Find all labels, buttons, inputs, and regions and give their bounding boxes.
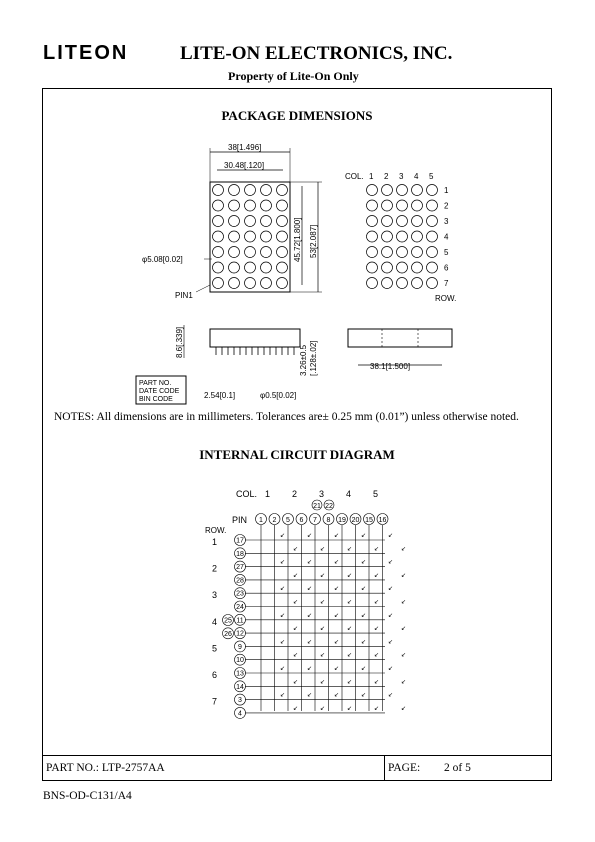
circuit-col-number: 4 [346, 489, 352, 499]
led-symbol: ↙ [307, 533, 313, 539]
led-symbol: ↙ [388, 612, 394, 619]
row-number: 4 [444, 232, 449, 242]
led-symbol: ↙ [320, 546, 326, 553]
front-view-outline [210, 182, 290, 292]
led-symbol: ↙ [401, 599, 407, 606]
led-symbol: ↙ [361, 692, 367, 699]
led-symbol: ↙ [388, 639, 394, 646]
circuit-col-label: COL. [236, 489, 258, 499]
led-symbol: ↙ [361, 559, 367, 566]
circuit-col-number: 1 [265, 489, 271, 499]
right-dot [397, 247, 408, 258]
front-dot [261, 185, 272, 196]
front-dot [261, 231, 272, 242]
led-symbol: ↙ [374, 546, 380, 553]
right-dot [412, 216, 423, 227]
circuit-row-pin: 12 [236, 630, 244, 638]
marking-date: DATE CODE [139, 388, 180, 395]
led-symbol: ↙ [388, 586, 394, 593]
front-dot [213, 200, 224, 211]
led-symbol: ↙ [307, 666, 313, 672]
marking-bin: BIN CODE [139, 396, 173, 403]
circuit-row-pin: 10 [236, 657, 244, 665]
led-symbol: ↙ [374, 572, 380, 579]
circuit-row-number: 1 [212, 537, 218, 547]
right-dot [367, 247, 378, 258]
circuit-row-number: 2 [212, 563, 218, 574]
led-symbol: ↙ [280, 692, 286, 699]
right-dot [427, 247, 438, 258]
circuit-col-number: 5 [373, 489, 379, 499]
row-number: 1 [444, 186, 449, 195]
circuit-col-pin: 15 [365, 517, 373, 524]
right-dot [412, 262, 423, 273]
circuit-col-pins [256, 514, 389, 525]
right-dot [397, 262, 408, 273]
company-name: LITE-ON ELECTRONICS, INC. [180, 43, 453, 64]
front-dot [245, 216, 256, 227]
front-dot [229, 185, 240, 196]
circuit-extra-row-pin: 25 [224, 617, 232, 625]
circuit-grid [245, 525, 406, 713]
led-symbol: ↙ [280, 586, 286, 593]
led-symbol: ↙ [374, 626, 380, 633]
led-symbol: ↙ [280, 639, 286, 646]
led-symbol: ↙ [293, 705, 299, 712]
right-dot-matrix [367, 185, 438, 289]
led-symbol: ↙ [401, 652, 407, 659]
front-dot [261, 262, 272, 273]
circuit-col-pin: 19 [338, 517, 346, 524]
circuit-extra-pin: 21 [313, 503, 321, 510]
led-symbol: ↙ [401, 572, 407, 579]
led-symbol: ↙ [388, 692, 394, 699]
right-dot [382, 200, 393, 211]
led-symbol: ↙ [334, 639, 340, 646]
led-symbol: ↙ [401, 546, 407, 553]
side-pins [216, 347, 294, 355]
front-dot [229, 200, 240, 211]
row-number: 2 [444, 201, 449, 211]
circuit-row-number: 3 [212, 590, 218, 601]
circuit-row-pin: 27 [236, 564, 244, 572]
circuit-col-pin: 2 [272, 517, 277, 524]
col-number: 1 [369, 172, 374, 181]
led-symbol: ↙ [347, 652, 353, 659]
col-number: 2 [384, 172, 389, 181]
marking-part: PART NO. [139, 380, 172, 387]
pin1-label: PIN1 [175, 291, 193, 300]
lead-len-in: [.128±.02] [309, 340, 318, 376]
right-dot [382, 278, 393, 289]
circuit-row-number: 5 [212, 643, 218, 654]
right-dot [412, 247, 423, 258]
front-dot [229, 216, 240, 227]
row-number: 5 [444, 248, 449, 257]
right-dot [367, 216, 378, 227]
circuit-col-pin: 8 [326, 517, 331, 524]
front-dot [261, 216, 272, 227]
right-dot [367, 278, 378, 289]
front-dot [229, 247, 240, 258]
right-dot [397, 185, 408, 196]
right-dot [427, 200, 438, 211]
led-symbol: ↙ [293, 599, 299, 606]
led-symbol: ↙ [307, 612, 313, 619]
led-symbol: ↙ [293, 546, 299, 553]
circuit-row-pin: 3 [238, 697, 242, 705]
circuit-col-pin: 1 [259, 517, 263, 524]
led-symbol: ↙ [320, 626, 326, 633]
right-dot [382, 262, 393, 273]
front-dot [277, 185, 288, 196]
front-dot [277, 262, 288, 273]
side-height: 8.6[.339] [175, 326, 184, 358]
led-symbol: ↙ [347, 546, 353, 553]
led-symbol: ↙ [388, 559, 394, 566]
package-dimensions-heading: PACKAGE DIMENSIONS [221, 108, 373, 123]
front-dot [213, 231, 224, 242]
front-dot [213, 278, 224, 289]
end-view-outline [348, 329, 452, 347]
led-symbol: ↙ [280, 666, 286, 672]
front-dot [229, 231, 240, 242]
front-dot [261, 200, 272, 211]
footer-divider [42, 755, 552, 756]
front-dot [277, 231, 288, 242]
doc-code: BNS-OD-C131/A4 [43, 790, 132, 802]
right-dot [397, 278, 408, 289]
led-symbol: ↙ [401, 626, 407, 633]
circuit-row-pin: 11 [236, 617, 244, 625]
right-dot [367, 231, 378, 242]
liteon-logo: LITEON [43, 42, 129, 64]
circuit-row-number: 6 [212, 670, 218, 680]
dim-h2: 53[2.087] [309, 224, 318, 258]
led-symbol: ↙ [334, 612, 340, 619]
circuit-row-label: ROW. [205, 526, 227, 535]
front-dot [245, 262, 256, 273]
circuit-col-pin: 5 [286, 517, 290, 524]
led-symbol: ↙ [361, 639, 367, 646]
dim-width: 38[1.496] [228, 143, 262, 152]
row-label: ROW. [435, 294, 457, 303]
led-symbol: ↙ [280, 533, 286, 539]
circuit-row-pin: 13 [236, 670, 244, 678]
circuit-col-pin: 7 [313, 517, 317, 524]
led-symbol: ↙ [347, 626, 353, 633]
led-symbol: ↙ [293, 572, 299, 579]
right-dot [412, 200, 423, 211]
led-symbol: ↙ [293, 652, 299, 659]
circuit-row-pin: 17 [236, 537, 244, 545]
front-dot [245, 185, 256, 196]
led-symbol: ↙ [374, 599, 380, 606]
circuit-pin-label: PIN [232, 515, 248, 525]
led-symbol: ↙ [280, 559, 286, 566]
led-symbol: ↙ [361, 612, 367, 619]
circuit-row-pin: 4 [238, 710, 242, 718]
led-symbol: ↙ [307, 586, 313, 593]
front-dot [261, 278, 272, 289]
led-symbol: ↙ [334, 533, 340, 539]
led-symbol: ↙ [401, 705, 407, 712]
led-symbol: ↙ [374, 652, 380, 659]
circuit-row-number: 7 [212, 696, 218, 707]
circuit-col-numbers [265, 489, 378, 499]
right-dot [382, 185, 393, 196]
notes-text: NOTES: All dimensions are in millimeters. Tolerances are± 0.25 mm (0.01”) unless otherwise noted. [54, 411, 519, 423]
pitch-dim: 2.54[0.1] [204, 391, 236, 400]
front-dot [245, 278, 256, 289]
circuit-col-number: 3 [319, 489, 325, 499]
circuit-heading: INTERNAL CIRCUIT DIAGRAM [199, 447, 395, 462]
led-symbol: ↙ [307, 692, 313, 699]
right-dot [412, 278, 423, 289]
right-dot [427, 262, 438, 273]
circuit-extra-pin: 22 [325, 503, 333, 510]
front-dot [245, 200, 256, 211]
right-dot [427, 185, 438, 196]
row-span-dim: 38.1[1.500] [370, 362, 411, 371]
col-numbers [369, 172, 434, 181]
page-label: PAGE: [388, 762, 421, 774]
front-dot [213, 262, 224, 273]
front-dot [213, 247, 224, 258]
row-number: 3 [444, 217, 449, 226]
led-symbol: ↙ [347, 572, 353, 579]
front-dot [245, 247, 256, 258]
circuit-row-pin: 9 [238, 643, 242, 651]
front-dot [229, 278, 240, 289]
led-symbol: ↙ [361, 533, 367, 539]
led-symbol: ↙ [293, 626, 299, 633]
led-symbol: ↙ [374, 679, 380, 686]
circuit-extra-pins [312, 500, 334, 510]
led-symbol: ↙ [334, 559, 340, 566]
lead-len: 3.26±0.5 [299, 344, 308, 376]
led-symbol: ↙ [307, 639, 313, 646]
led-symbol: ↙ [388, 666, 394, 672]
right-dot [367, 200, 378, 211]
row-numbers [444, 186, 449, 288]
col-number: 3 [399, 172, 404, 181]
front-dot [277, 247, 288, 258]
led-symbol: ↙ [307, 559, 313, 566]
col-label: COL. [345, 172, 364, 181]
front-dot [213, 185, 224, 196]
circuit-row-pin: 14 [236, 683, 244, 691]
right-dot [397, 216, 408, 227]
circuit-col-number: 2 [292, 489, 298, 499]
front-dot [245, 231, 256, 242]
led-symbol: ↙ [374, 705, 380, 712]
front-dot [277, 216, 288, 227]
circuit-row-pin: 24 [236, 604, 244, 611]
front-dot-matrix [213, 185, 288, 289]
led-symbol: ↙ [334, 666, 340, 672]
right-dot [382, 247, 393, 258]
circuit-row-numbers [212, 537, 217, 707]
circuit-col-pin: 6 [299, 517, 304, 524]
right-dot [382, 216, 393, 227]
circuit-diagram [200, 485, 407, 725]
led-symbol: ↙ [388, 533, 394, 539]
front-dot [277, 278, 288, 289]
right-dot [427, 231, 438, 242]
col-number: 5 [429, 172, 434, 181]
led-symbol: ↙ [320, 599, 326, 606]
package-drawing [120, 140, 480, 410]
right-dot [397, 231, 408, 242]
page-value: 2 of 5 [444, 762, 471, 774]
right-dot [412, 185, 423, 196]
right-dot [412, 231, 423, 242]
dim-pitch: 30.48[.120] [224, 161, 265, 170]
circuit-row-pins [223, 535, 246, 719]
property-subtitle: Property of Lite-On Only [228, 69, 359, 83]
circuit-row-pin: 18 [236, 550, 244, 558]
led-symbol: ↙ [280, 612, 286, 619]
led-symbol: ↙ [320, 705, 326, 712]
led-symbol: ↙ [293, 679, 299, 686]
led-symbol: ↙ [347, 599, 353, 606]
dim-h1: 45.72[1.800] [293, 217, 302, 262]
circuit-col-pin: 16 [378, 517, 387, 524]
led-symbol: ↙ [334, 692, 340, 699]
right-dot [367, 262, 378, 273]
footer-column-divider [384, 755, 385, 781]
pin-dia-dim: φ0.5[0.02] [260, 391, 297, 400]
led-symbol: ↙ [320, 572, 326, 579]
right-dot [397, 200, 408, 211]
led-symbol: ↙ [347, 679, 353, 686]
led-symbol: ↙ [401, 679, 407, 686]
part-number: PART NO.: LTP-2757AA [46, 762, 165, 774]
right-dot [367, 185, 378, 196]
led-symbol: ↙ [320, 679, 326, 686]
row-number: 7 [444, 279, 449, 288]
right-dot [427, 278, 438, 289]
led-symbol: ↙ [361, 666, 367, 672]
front-dot [261, 247, 272, 258]
front-dot [229, 262, 240, 273]
dim-dot: φ5.08[0.02] [142, 255, 183, 264]
front-dot [277, 200, 288, 211]
circuit-row-pin: 23 [236, 590, 244, 598]
front-dot [213, 216, 224, 227]
row-number: 6 [444, 263, 449, 273]
led-symbol: ↙ [347, 705, 353, 712]
led-symbol: ↙ [320, 652, 326, 659]
right-dot [382, 231, 393, 242]
led-symbol: ↙ [361, 586, 367, 593]
led-symbol: ↙ [334, 586, 340, 593]
circuit-extra-row-pin: 26 [224, 630, 232, 638]
circuit-col-pin: 20 [351, 517, 360, 524]
circuit-row-pin: 28 [236, 577, 244, 585]
right-dot [427, 216, 438, 227]
col-number: 4 [414, 172, 419, 181]
side-view-outline [210, 329, 300, 347]
circuit-row-number: 4 [212, 616, 218, 627]
